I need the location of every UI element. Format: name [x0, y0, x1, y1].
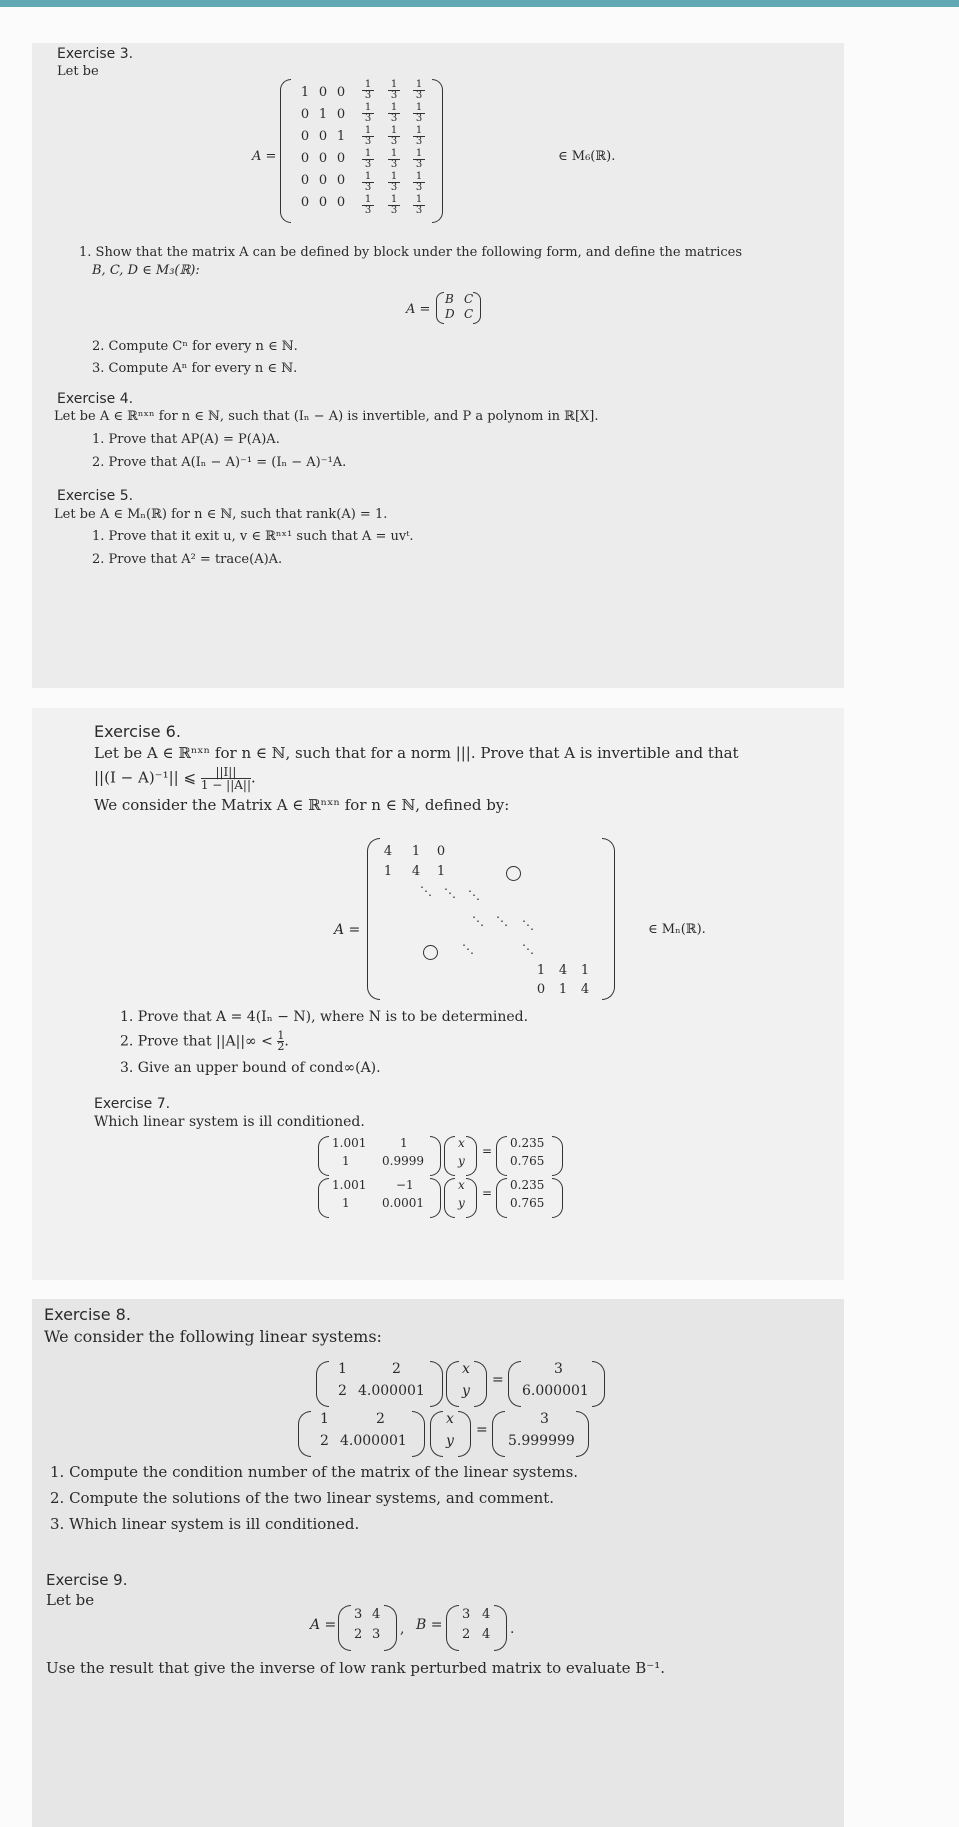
ex5-intro: Let be A ∈ Mₙ(ℝ) for n ∈ ℕ, such that rank(A) = 1.	[54, 507, 388, 522]
frac-num: 1	[390, 148, 398, 159]
ex3-q1: 1. Show that the matrix A can be defined by block under the following form, and define the matrices	[79, 245, 743, 260]
ex6-matrix-right-paren	[602, 838, 615, 1000]
photo-exercises-3-5	[32, 43, 844, 688]
matrix-cell: 2	[338, 1383, 347, 1399]
ex9-end: .	[510, 1621, 515, 1637]
ex3-a-eq: A =	[252, 149, 277, 164]
ex6-q2-num: 1	[277, 1029, 285, 1042]
frac-num: 1	[390, 79, 398, 90]
matrix-cell: 1	[320, 1411, 329, 1427]
equals: =	[492, 1372, 504, 1388]
paren	[576, 1411, 589, 1457]
ex4-q2: 2. Prove that A(Iₙ − A)⁻¹ = (Iₙ − A)⁻¹A.	[92, 455, 347, 470]
matrix-cell: −1	[396, 1178, 414, 1192]
matrix-cell: 2	[320, 1433, 329, 1449]
frac-den: 3	[388, 159, 400, 170]
frac-num: 1	[415, 171, 423, 182]
matrix-cell: 1	[318, 107, 328, 122]
matrix-cell: 4	[558, 963, 568, 978]
rhs-cell: 3	[554, 1361, 563, 1377]
diagonal-dots: ⋱	[496, 914, 509, 928]
ex3-q2: 2. Compute Cⁿ for every n ∈ ℕ.	[92, 339, 298, 354]
rhs-cell: 0.235	[510, 1178, 545, 1192]
ex6-q2-pre: 2. Prove that ||A||∞ <	[120, 1033, 273, 1050]
matrix-cell: 2	[354, 1627, 363, 1642]
paren	[494, 1605, 507, 1651]
matrix-cell: 4	[580, 982, 590, 997]
paren	[496, 1178, 507, 1218]
paren	[458, 1411, 471, 1457]
frac-num: 1	[364, 194, 372, 205]
frac-den: 3	[362, 90, 374, 101]
frac-num: 1	[390, 102, 398, 113]
matrix-cell: 1.001	[332, 1178, 367, 1192]
matrix-cell: 0	[318, 151, 328, 166]
matrix-cell: 0	[300, 195, 310, 210]
ex8-title: Exercise 8.	[44, 1305, 131, 1324]
ex3-title: Exercise 3.	[57, 46, 134, 62]
ex9-let: Let be	[46, 1591, 95, 1609]
paren	[466, 1136, 477, 1176]
var-y: y	[446, 1433, 454, 1449]
ex4-q1: 1. Prove that AP(A) = P(A)A.	[92, 432, 280, 447]
ex7-intro: Which linear system is ill conditioned.	[94, 1114, 365, 1130]
frac-den: 3	[388, 205, 400, 216]
paren	[430, 1361, 443, 1407]
frac-den: 3	[413, 159, 425, 170]
paren	[466, 1178, 477, 1218]
frac-den: 3	[362, 113, 374, 124]
ex5-title: Exercise 5.	[57, 488, 134, 504]
diagonal-dots: ⋱	[462, 942, 475, 956]
rhs-cell: 5.999999	[508, 1433, 575, 1449]
paren	[338, 1605, 351, 1651]
frac-den: 3	[362, 182, 374, 193]
var-x: x	[458, 1178, 465, 1192]
frac-num: 1	[390, 125, 398, 136]
paren	[446, 1361, 459, 1407]
rhs-cell: 0.765	[510, 1154, 545, 1168]
paren	[430, 1411, 443, 1457]
ex3-block-d: D	[445, 307, 455, 321]
matrix-cell: 4	[372, 1607, 381, 1622]
matrix-cell: 1	[558, 982, 568, 997]
ex6-a-eq: A =	[334, 922, 361, 938]
frac-den: 3	[413, 90, 425, 101]
ex6-ineq-left: ||(I − A)⁻¹|| ⩽	[94, 768, 197, 787]
ex3-membership: ∈ M₆(ℝ).	[558, 149, 616, 164]
ex6-q2	[120, 1031, 289, 1052]
ex6-q3: 3. Give an upper bound of cond∞(A).	[120, 1060, 381, 1076]
ex6-q2-den: 2	[277, 1040, 285, 1053]
diagonal-dots: ⋱	[522, 942, 535, 956]
frac-num: 1	[415, 102, 423, 113]
matrix-cell: 2	[376, 1411, 385, 1427]
matrix-cell: 4	[482, 1627, 491, 1642]
matrix-cell: 1	[336, 129, 346, 144]
zero-block-circle-upper	[506, 866, 521, 881]
matrix-cell: 2	[392, 1361, 401, 1377]
paren	[508, 1361, 521, 1407]
ex8-q1: 1. Compute the condition number of the matrix of the linear systems.	[50, 1463, 579, 1481]
paren	[298, 1411, 311, 1457]
matrix-cell: 1	[342, 1154, 350, 1168]
matrix-cell: 0	[318, 129, 328, 144]
ex6-q1: 1. Prove that A = 4(Iₙ − N), where N is to be determined.	[120, 1009, 529, 1025]
ex3-q1b: B, C, D ∈ M₃(ℝ):	[92, 263, 200, 278]
paren	[492, 1411, 505, 1457]
frac-den: 3	[413, 182, 425, 193]
paren	[384, 1605, 397, 1651]
matrix-cell: 0	[300, 151, 310, 166]
ex9-title: Exercise 9.	[46, 1571, 128, 1589]
var-y: y	[458, 1196, 465, 1210]
var-y: y	[458, 1154, 465, 1168]
ex9-a-eq: A =	[310, 1617, 337, 1633]
paren	[318, 1136, 329, 1176]
top-accent-bar	[0, 0, 959, 7]
diagonal-dots: ⋱	[468, 888, 481, 902]
ex5-q2: 2. Prove that A² = trace(A)A.	[92, 552, 283, 567]
photo-exercises-6-7	[32, 708, 844, 1280]
ex3-block-left-paren	[436, 292, 444, 324]
frac-num: 1	[415, 148, 423, 159]
photo-exercises-8-9	[32, 1299, 844, 1827]
matrix-cell: 0	[318, 85, 328, 100]
ex6-inequality	[94, 766, 256, 791]
ex6-matrix-left-paren	[367, 838, 380, 1000]
var-x: x	[462, 1361, 470, 1377]
ex3-block-c: C	[464, 292, 474, 306]
ex3-block-c2: C	[464, 307, 474, 321]
frac-den: 3	[388, 113, 400, 124]
matrix-cell: 0.0001	[382, 1196, 424, 1210]
var-x: x	[446, 1411, 454, 1427]
frac-den: 3	[362, 159, 374, 170]
matrix-cell: 1	[536, 963, 546, 978]
ex9-text: Use the result that give the inverse of low rank perturbed matrix to evaluate B⁻¹.	[46, 1659, 665, 1677]
paren	[412, 1411, 425, 1457]
frac-den: 3	[362, 205, 374, 216]
frac-den: 3	[413, 113, 425, 124]
ex3-matrix-right-paren	[432, 79, 443, 223]
matrix-cell: 1	[383, 864, 393, 879]
diagonal-dots: ⋱	[444, 886, 457, 900]
frac-num: 1	[364, 148, 372, 159]
frac-den: 3	[362, 136, 374, 147]
paren	[430, 1136, 441, 1176]
ex6-q2-end: .	[284, 1033, 289, 1050]
frac-num: 1	[415, 125, 423, 136]
equals: =	[482, 1144, 493, 1158]
matrix-cell: 0	[300, 129, 310, 144]
matrix-cell: 0	[318, 195, 328, 210]
ex6-ineq-num: ||I||	[215, 765, 237, 779]
frac-num: 1	[390, 194, 398, 205]
ex3-let: Let be	[57, 64, 99, 79]
matrix-cell: 3	[354, 1607, 363, 1622]
ex6-ineq-den: 1 − ||A||	[200, 778, 251, 792]
matrix-cell: 1	[338, 1361, 347, 1377]
rhs-cell: 0.765	[510, 1196, 545, 1210]
zero-block-circle-lower	[423, 945, 438, 960]
matrix-cell: 1.001	[332, 1136, 367, 1150]
rhs-cell: 0.235	[510, 1136, 545, 1150]
matrix-cell: 4	[411, 864, 421, 879]
ex5-q1: 1. Prove that it exit u, v ∈ ℝⁿˣ¹ such that A = uvᵗ.	[92, 529, 414, 544]
matrix-cell: 0	[336, 195, 346, 210]
paren	[592, 1361, 605, 1407]
ex8-q2: 2. Compute the solutions of the two linear systems, and comment.	[50, 1489, 555, 1507]
frac-num: 1	[415, 79, 423, 90]
ex8-intro: We consider the following linear systems:	[44, 1327, 382, 1346]
matrix-cell: 1	[300, 85, 310, 100]
frac-num: 1	[390, 171, 398, 182]
matrix-cell: 0	[336, 173, 346, 188]
frac-num: 1	[364, 102, 372, 113]
ex6-intro: Let be A ∈ ℝⁿˣⁿ for n ∈ ℕ, such that for a norm |||. Prove that A is invertible and that	[94, 744, 739, 762]
ex3-matrix-left-paren	[280, 79, 291, 223]
rhs-cell: 6.000001	[522, 1383, 589, 1399]
rhs-cell: 3	[540, 1411, 549, 1427]
frac-den: 3	[388, 136, 400, 147]
ex6-ineq-end: .	[251, 768, 256, 787]
matrix-cell: 0	[300, 173, 310, 188]
paren	[474, 1361, 487, 1407]
matrix-cell: 3	[462, 1607, 471, 1622]
frac-den: 3	[388, 90, 400, 101]
diagonal-dots: ⋱	[420, 884, 433, 898]
ex3-q3: 3. Compute Aⁿ for every n ∈ ℕ.	[92, 361, 298, 376]
matrix-cell: 4.000001	[358, 1383, 425, 1399]
ex6-consider: We consider the Matrix A ∈ ℝⁿˣⁿ for n ∈ ℕ, defined by:	[94, 796, 510, 814]
ex7-title: Exercise 7.	[94, 1096, 171, 1112]
ex4-intro: Let be A ∈ ℝⁿˣⁿ for n ∈ ℕ, such that (Iₙ − A) is invertible, and P a polynom in ℝ[X].	[54, 409, 599, 424]
paren	[552, 1136, 563, 1176]
matrix-cell: 0	[336, 151, 346, 166]
frac-den: 3	[413, 205, 425, 216]
matrix-cell: 2	[462, 1627, 471, 1642]
var-x: x	[458, 1136, 465, 1150]
matrix-cell: 1	[400, 1136, 408, 1150]
paren	[496, 1136, 507, 1176]
ex3-block-b: B	[445, 292, 454, 306]
frac-den: 3	[413, 136, 425, 147]
frac-num: 1	[364, 125, 372, 136]
ex8-q3: 3. Which linear system is ill conditioned.	[50, 1515, 360, 1533]
matrix-cell: 1	[411, 844, 421, 859]
paren	[316, 1361, 329, 1407]
equals: =	[476, 1422, 488, 1438]
ex3-block-eq: A =	[406, 302, 431, 317]
matrix-cell: 0	[318, 173, 328, 188]
matrix-cell: 0	[336, 85, 346, 100]
matrix-cell: 1	[436, 864, 446, 879]
equals: =	[482, 1186, 493, 1200]
ex9-b-eq: B =	[416, 1617, 443, 1633]
paren	[552, 1178, 563, 1218]
matrix-cell: 3	[372, 1627, 381, 1642]
frac-num: 1	[415, 194, 423, 205]
matrix-cell: 1	[342, 1196, 350, 1210]
matrix-cell: 0	[336, 107, 346, 122]
paren	[318, 1178, 329, 1218]
ex4-title: Exercise 4.	[57, 391, 134, 407]
matrix-cell: 1	[580, 963, 590, 978]
ex6-title: Exercise 6.	[94, 722, 181, 741]
matrix-cell: 0	[300, 107, 310, 122]
diagonal-dots: ⋱	[472, 914, 485, 928]
paren	[446, 1605, 459, 1651]
paren	[444, 1136, 455, 1176]
ex9-separator: ,	[400, 1621, 405, 1637]
matrix-cell: 0	[536, 982, 546, 997]
matrix-cell: 4	[482, 1607, 491, 1622]
frac-num: 1	[364, 79, 372, 90]
ex6-membership: ∈ Mₙ(ℝ).	[648, 922, 706, 937]
matrix-cell: 0.9999	[382, 1154, 424, 1168]
ex3-block-right-paren	[473, 292, 481, 324]
diagonal-dots: ⋱	[522, 918, 535, 932]
frac-den: 3	[388, 182, 400, 193]
paren	[444, 1178, 455, 1218]
matrix-cell: 4.000001	[340, 1433, 407, 1449]
frac-num: 1	[364, 171, 372, 182]
matrix-cell: 0	[436, 844, 446, 859]
var-y: y	[462, 1383, 470, 1399]
matrix-cell: 4	[383, 844, 393, 859]
paren	[430, 1178, 441, 1218]
